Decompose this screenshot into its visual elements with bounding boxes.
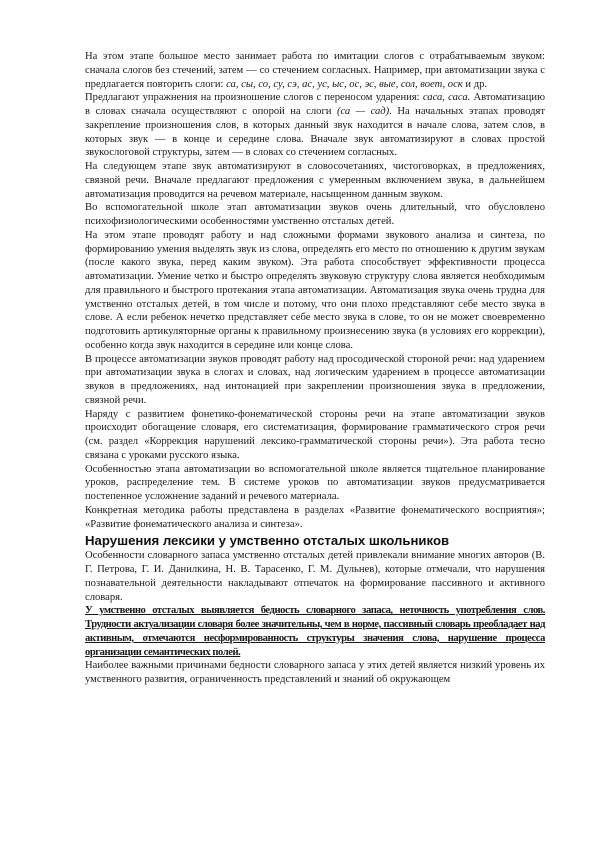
paragraph-auxiliary-school: Во вспомогательной школе этап автоматизации звуков очень длительный, что обусловлено психофизиологическими особенностями умственно отсталых детей. [85,202,545,227]
paragraph-syllable-imitation: На этом этапе большое место занимает работа по имитации слогов с отрабатываемым звуком: сначала слогов без стечений, затем — со стечением согласных. Например, при автоматизации звука с предлагается повторить слоги: са, сы, со, су, сэ, ас, ус, ыс, ос, эс, вые, сол, воет, оск и др. [85,51,545,90]
paragraph-stress-transfer: Предлагают упражнения на произношение слогов с переносом ударения: саса, саса. Автоматизацию в словах сначала осуществляют с опорой на слоги (са — сад). На начальных этапах проводят закрепление произношения слов, в которых данный звук находится в начале слова, затем слов, в которых звук — в конце и середине слова. Вначале звук автоматизируют в словах простой звукослоговой структуры, затем — в словах со стечением согласных. [85,92,545,159]
paragraph-causes: Наиболее важными причинами бедности словарного запаса у этих детей является низкий уровень их умственного развития, ограниченность представлений и знаний об окружающем [85,660,545,685]
paragraph-vocabulary-authors: Особенности словарного запаса умственно отсталых детей привлекали внимание многих авторов (В. Г. Петрова, Г. И. Данилкина, Н. В. Тарасенко, Г. М. Дульнев), которые отмечали, что нарушения познавательной деятельности накладывают отпечаток на формирование пассивного и активного словаря. [85,550,545,603]
paragraph-prosody: В процессе автоматизации звуков проводят работу над просодической стороной речи: над ударением при автоматизации звука в слогах и словах, над логическим ударением в процессе автоматизации звуков в предложениях, над интонацией при закреплении произношения звука в предложении, связной речи. [85,353,545,406]
paragraph-methodology: Конкретная методика работы представлена в разделах «Развитие фонематического восприятия»; «Развитие фонематического анализа и синтеза». [85,504,545,530]
paragraph-word-combinations: На следующем этапе звук автоматизируют в словосочетаниях, чистоговорках, в предложениях, связной речи. Вначале предлагают предложения с умеренным включением звука, в дальнейшем автоматизация проводится на речевом материале, насыщенном данным звуком. [85,161,545,200]
paragraph-sound-analysis: На этом этапе проводят работу и над сложными формами звукового анализа и синтеза, по формированию умения выделять звук из слова, определять его место по отношению к другим звукам (после какого звука, перед каким звуком). Эта работа способствует эффективности процесса автоматизации. Умение четко и быстро определять звуковую структуру слова является необходимым для правильного и быстрого протекания этапа автоматизации. Автоматизация звука очень трудна для умственно отсталых детей, в том числе и потому, что они плохо представляют себе место звука в слове. А если ребенок нечетко представляет себе место звука в слове, то он не может своевременно подготовить артикуляторные органы к правильному произнесению звука (в условиях его коррекции), особенно когда звук находится в середине или конце слова. [85,229,545,351]
section-heading: Нарушения лексики у умственно отсталых школьников [85,533,450,549]
paragraph-vocabulary-poverty: У умственно отсталых выявляется бедность словарного запаса, неточность употребления слов. Трудности актуализации словаря более значительны, чем в норме, пассивный словарь преобладает над активным, отмечаются несформированность структуры значения слова, нарушение процесса организации семантических полей. [85,605,545,658]
document-page [85,50,545,687]
paragraph-vocabulary-enrichment: Наряду с развитием фонетико-фонематической стороны речи на этапе автоматизации звуков происходит обогащение словаря, его систематизация, формирование грамматического строя речи (см. раздел «Коррекция нарушений лексико-грамматической стороны речи»). Эта работа тесно связана с уроками русского языка. [85,408,545,461]
paragraph-lesson-planning: Особенностью этапа автоматизации во вспомогательной школе является тщательное планирование уроков, распределение тем. В системе уроков по автоматизации звуков предусматривается постепенное усложнение заданий и речевого материала. [85,463,545,502]
